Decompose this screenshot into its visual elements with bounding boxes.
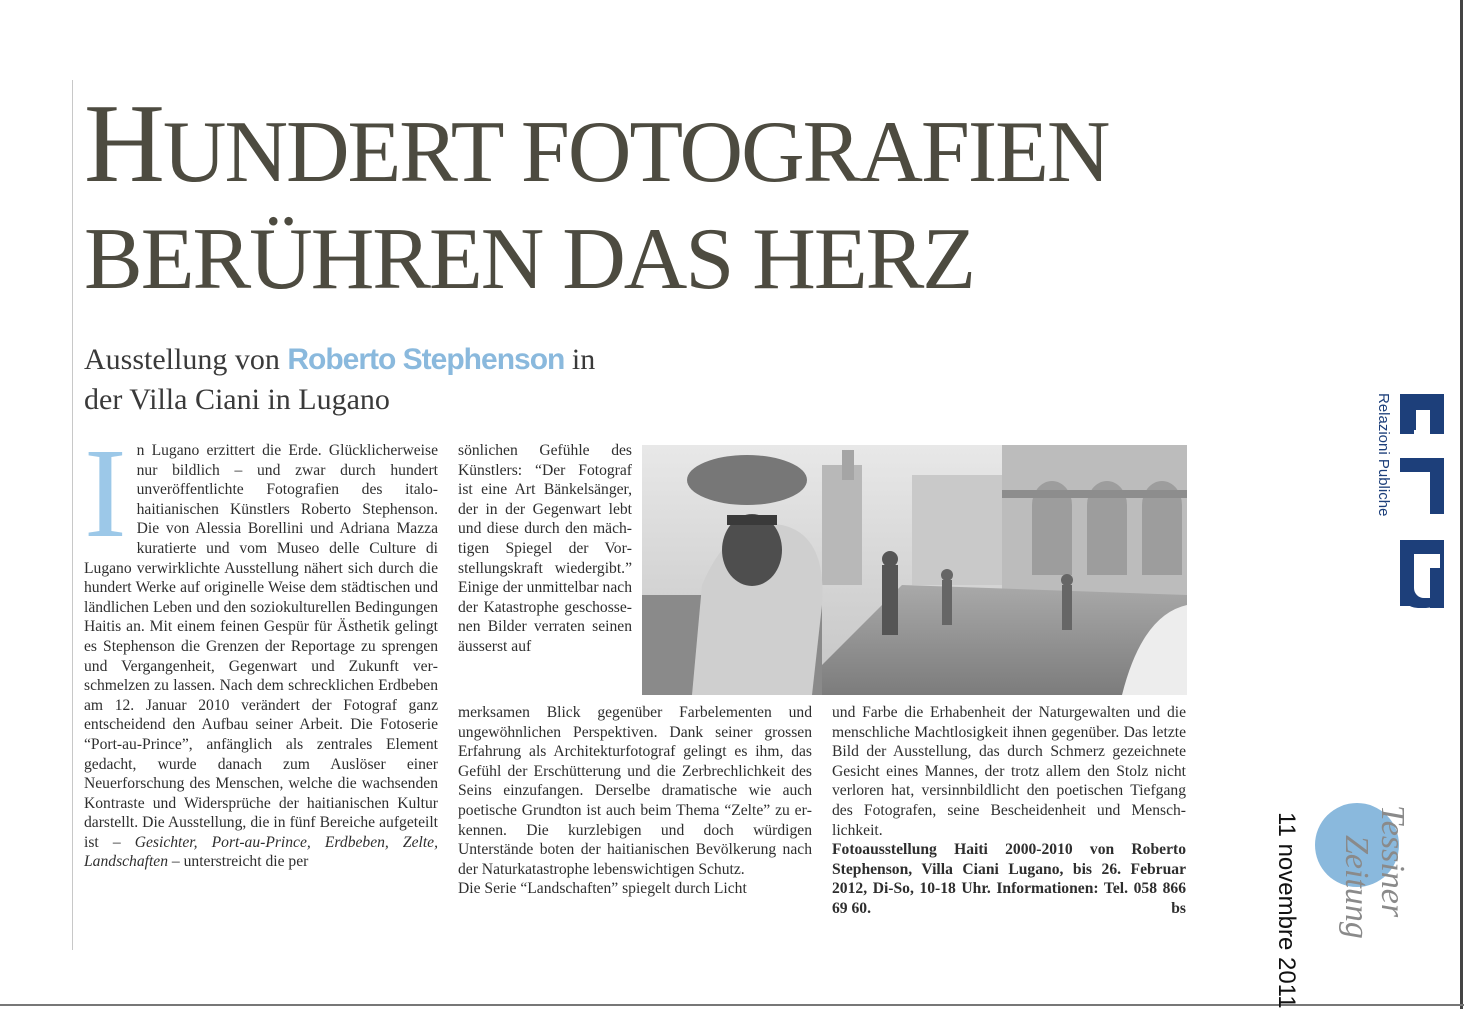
headline-line-2: BERÜHREN DAS HERZ bbox=[84, 211, 975, 308]
clp-logo bbox=[1394, 390, 1450, 610]
article-column-2-narrow: sönlichen Gefühle des Künstlers: “Der Fotograf ist eine Art Bänkelsänger, der in der Gegenwart lebt und diese durch den mächtigen Spiegel der Vorstellungskraft wiedergibt.” Einige der unmittelbar nach der Katastrophe geschossenen Bilder verraten seinen äusserst auf bbox=[458, 442, 632, 655]
headline bbox=[84, 82, 1109, 324]
haiti-street-photo bbox=[642, 445, 1187, 695]
article-column-3: und Farbe die Erhabenheit der Naturgewalten und die menschliche Machtlosigkeit ihnen gegenüber. Das letzte Bild der Ausstellung, das durch Schmerz gezeichnete Gesicht eines Mannes, der trotz allem den Stolz nicht verloren hat, versinnbildlicht den poetischen Tiefgang des Fotografen, seine Bescheidenheit und Menschlichkeit. Fotoausstellung Haiti 2000-2010 von Roberto Stephenson, Villa Ciani Lugano, bis 26. Februar 2012, Di-So, 10-18 Uhr. Informationen: Tel. 058 866 69 60. bs bbox=[832, 704, 1186, 917]
clp-subtitle: Relazioni Publiche bbox=[1375, 393, 1392, 517]
exhibition-info: Fotoausstellung Haiti 2000-2010 von Roberto Stephenson, Villa Ciani Lugano, bis 26. Februar 2012, Di-So, 10-18 Uhr. Informationen: Tel. 058 866 69 60. bs bbox=[832, 841, 1186, 917]
page-border-bottom bbox=[0, 1004, 1464, 1006]
photographer-name: Roberto Stephenson bbox=[287, 343, 565, 376]
article-column-2-wide: merksamen Blick gegenüber Farbelementen und ungewöhnlichen Perspektiven. Dank seiner grossen Erfahrung als Architekturfotograf gelingt es ihm, das Gefühl der Erschütterung und die Zerbrechlichkeit des Seins einzufangen. Derselbe dramatische wie auch poetische Grundton ist auch beim Thema “Zelte” zu erkennen. Die kurzlebigen und doch würdigen Unterstände boten der haitianischen Bevölkerung nach der Naturkatastrophe lebenswichtigen Schutz. Die Serie “Landschaften” spiegelt durch Licht bbox=[458, 704, 812, 898]
headline-line-1: HUNDERT FOTOGRAFIEN bbox=[84, 82, 1109, 206]
publication-date: 11 novembre 2011 bbox=[1273, 812, 1300, 1009]
subtitle: Ausstellung von Roberto Stephenson in der Villa Ciani in Lugano bbox=[84, 343, 596, 416]
photo-illustration bbox=[642, 445, 1187, 695]
column-rule bbox=[72, 80, 73, 950]
drop-cap: I bbox=[84, 422, 127, 564]
author-signature: bs bbox=[1171, 899, 1186, 917]
svg-text:Tessiner: Tessiner bbox=[1374, 805, 1411, 918]
svg-text:Zeitung: Zeitung bbox=[1338, 835, 1375, 939]
article-column-1: In Lugano erzittert die Erde. Glücklicherweise nur bildlich – und zwar durch hundert unveröffentlichte Fotografien des italo-haitianischen Künstlers Roberto Stephenson. Die von Alessia Borellini und Adriana Mazza kuratierte und vom Museo delle Culture di Lugano verwirklichte Ausstellung nähert sich durch die hundert Werke auf originelle Weise dem städtischen und ländlichen Leben und den soziokulturellen Bedingungen Haitis an. Mit einem feinen Gespür für Ästhetik gelingt es Stephenson die Grenzen der Reportage zu sprengen und Vergangenheit, Gegenwart und Zukunft verschmelzen zu lassen. Nach dem schrecklichen Erdbeben am 12. Januar 2010 verändert der Fotograf ganz entscheidend den Aufbau seiner Arbeit. Die Fotoserie “Port-au-Prince”, anfänglich als zentrales Element gedacht, wurde danach zum Auslöser einer Neuerforschung des Menschen, welche die wachsenden Kontraste und Widersprüche der haitianischen Kultur darstellt. Die Ausstellung, die in fünf Bereiche aufgeteilt ist – Gesichter, Port-au-Prince, Erdbeben, Zelte, Landschaften – unterstreicht die per bbox=[84, 422, 439, 871]
tessiner-zeitung-logo bbox=[1312, 795, 1412, 1005]
page-border-right bbox=[1460, 0, 1463, 1009]
